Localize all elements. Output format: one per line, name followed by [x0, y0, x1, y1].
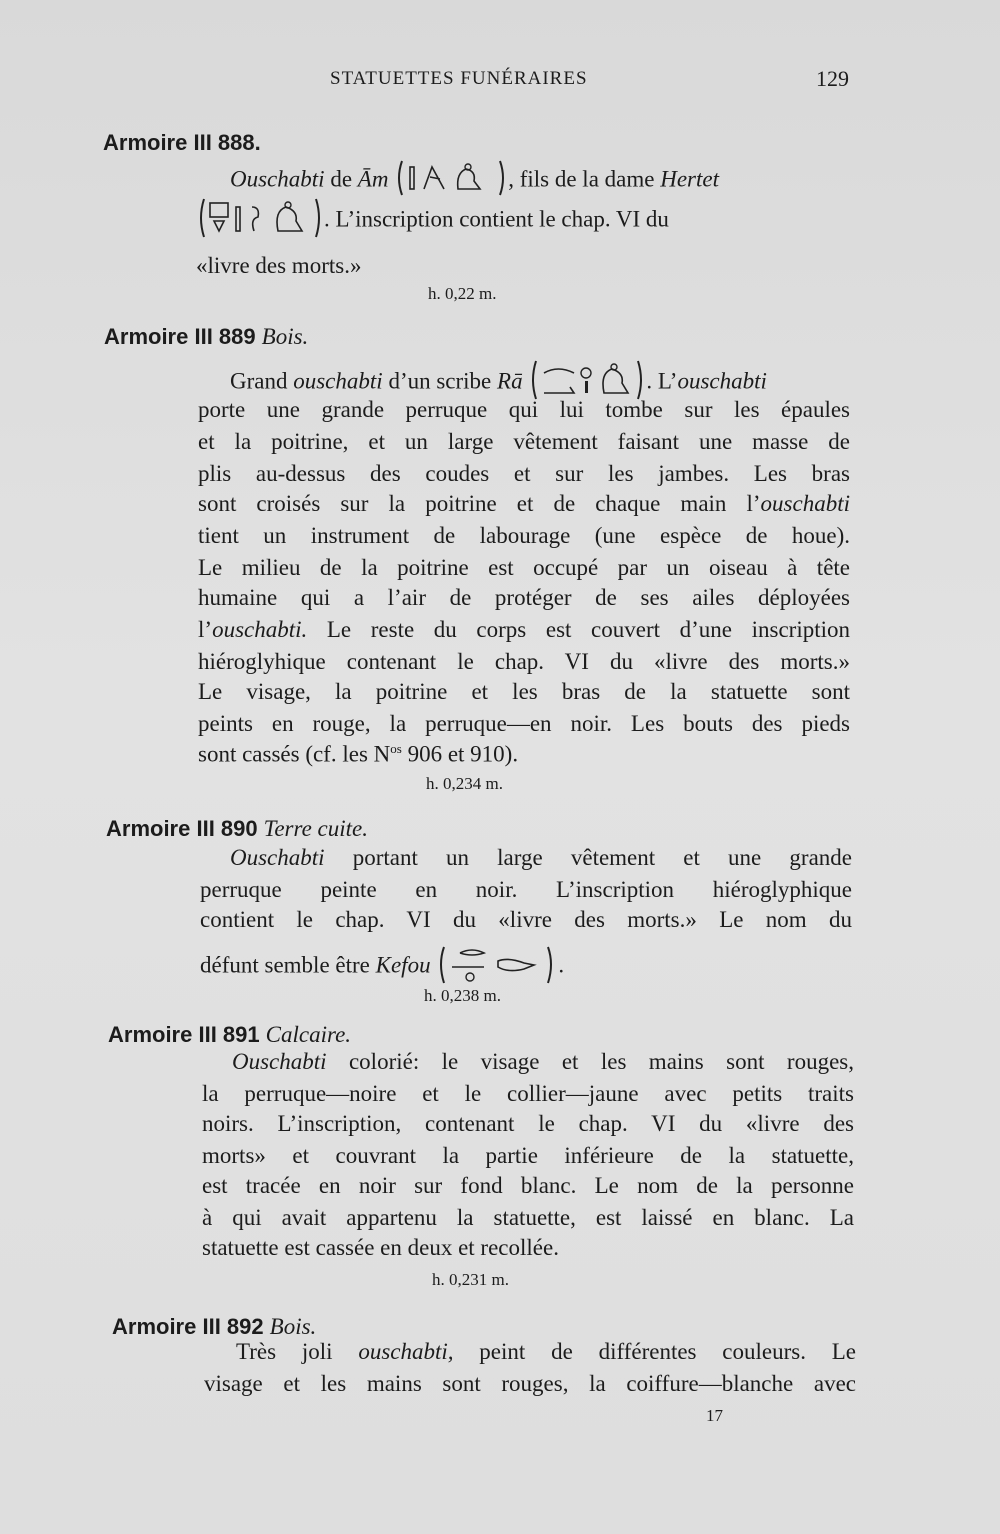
entry-number: Armoire III 889 — [104, 324, 256, 349]
body-line: défunt semble être Kefou . — [200, 946, 564, 988]
body-line: porte une grande perruque qui lui tombe sur les épaules — [198, 397, 850, 422]
body-line: visage et les mains sont rouges, la coiffure—blanche avec — [204, 1371, 856, 1396]
body-line: plis au-dessus des coudes et sur les jambes. Les bras — [198, 461, 850, 486]
body-line: morts» et couvrant la partie inférieure de la statuette, — [202, 1143, 854, 1168]
hieroglyph-kefou-icon — [438, 943, 556, 985]
body-line: Très joli ouschabti, peint de différentes couleurs. Le — [236, 1339, 856, 1364]
entry-number: Armoire III 888. — [103, 130, 261, 155]
measurement: h. 0,234 m. — [426, 774, 503, 793]
body-line: statuette est cassée en deux et recollée. — [202, 1235, 559, 1260]
signature-mark: 17 — [706, 1406, 723, 1425]
running-head: STATUETTES FUNÉRAIRES — [330, 68, 588, 89]
body-line: Ouschabti colorié: le visage et les mains sont rouges, — [232, 1049, 854, 1074]
body-line: Ouschabti portant un large vêtement et une grande — [230, 845, 852, 870]
body-line: hiéroglyhique contenant le chap. VI du «livre des morts.» — [198, 649, 850, 674]
body-line: l’ouschabti. Le reste du corps est couvert d’une inscription — [198, 617, 850, 642]
body-line: est tracée en noir sur fond blanc. Le nom de la personne — [202, 1173, 854, 1198]
entry-material: Bois. — [261, 324, 309, 349]
body-line: à qui avait appartenu la statuette, est laissé en blanc. La — [202, 1205, 854, 1230]
body-line: perruque peinte en noir. L’inscription hiéroglyphique — [200, 877, 852, 902]
body-line: Ouschabti de Ām , fils de la dame Hertet — [230, 162, 719, 200]
entry-number: Armoire III 890 — [106, 816, 258, 841]
body-line: Le visage, la poitrine et les bras de la statuette sont — [198, 679, 850, 704]
entry-heading-890 — [106, 816, 368, 842]
body-line: sont cassés (cf. les $N^{os}$ 906 et 910). — [198, 741, 519, 767]
measurement: h. 0,238 m. — [424, 986, 501, 1005]
measurement: h. 0,22 m. — [428, 284, 497, 303]
body-line: . L’inscription contient le chap. VI du — [196, 200, 669, 242]
entry-material: Terre cuite. — [263, 816, 368, 841]
page-number: 129 — [816, 66, 849, 91]
body-line: «livre des morts.» — [196, 253, 362, 278]
hieroglyph-cartouche-hertet-icon — [198, 197, 322, 239]
entry-material: Calcaire. — [265, 1022, 352, 1047]
body-line: et la poitrine, et un large vêtement faisant une masse de — [198, 429, 850, 454]
entry-number: Armoire III 891 — [108, 1022, 260, 1047]
body-line: Grand ouschabti d’un scribe Rā . L’ouschabti — [230, 362, 767, 404]
body-line: contient le chap. VI du «livre des morts.» Le nom du — [200, 907, 852, 932]
body-line: peints en rouge, la perruque—en noir. Les bouts des pieds — [198, 711, 850, 736]
entry-heading-892 — [112, 1314, 316, 1340]
entry-material: Bois. — [269, 1314, 317, 1339]
entry-heading-891 — [108, 1022, 351, 1048]
hieroglyph-cartouche-am-icon — [396, 159, 506, 197]
body-line: Le milieu de la poitrine est occupé par un oiseau à tête — [198, 555, 850, 580]
body-line: la perruque—noire et le collier—jaune avec petits traits — [202, 1081, 854, 1106]
hieroglyph-cartouche-ra-icon — [530, 359, 644, 401]
body-line: noirs. L’inscription, contenant le chap. VI du «livre des — [202, 1111, 854, 1136]
measurement: h. 0,231 m. — [432, 1270, 509, 1289]
entry-number: Armoire III 892 — [112, 1314, 264, 1339]
body-line: sont croisés sur la poitrine et de chaque main l’ouschabti — [198, 491, 850, 516]
body-line: humaine qui a l’air de protéger de ses ailes déployées — [198, 585, 850, 610]
entry-heading-889 — [104, 324, 308, 350]
entry-heading-888 — [103, 130, 261, 156]
body-line: tient un instrument de labourage (une espèce de houe). — [198, 523, 850, 548]
